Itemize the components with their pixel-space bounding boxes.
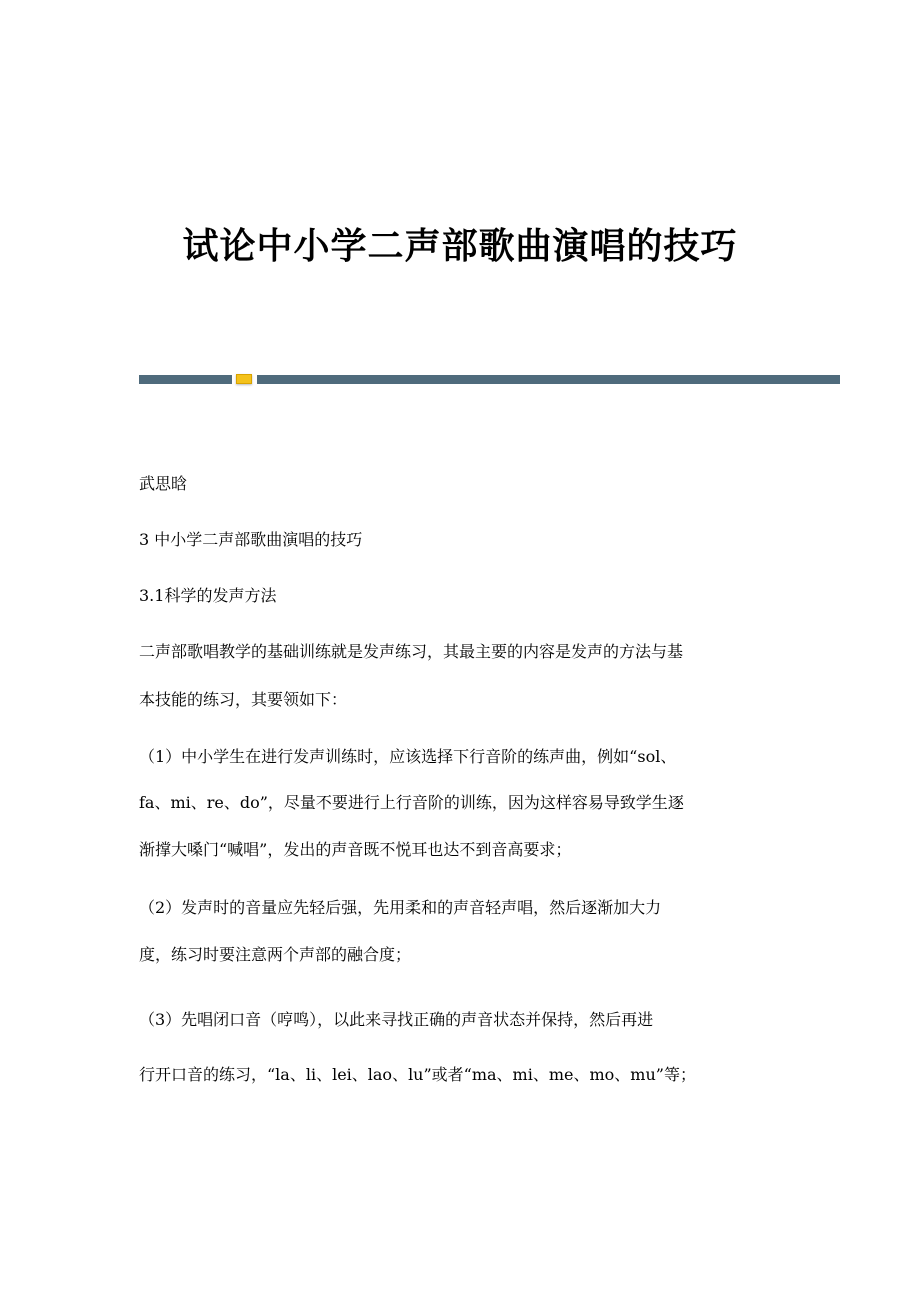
paragraph-line: 本技能的练习，其要领如下：	[139, 690, 348, 709]
paragraph-line: 度，练习时要注意两个声部的融合度；	[139, 945, 412, 964]
paragraph-line: 二声部歌唱教学的基础训练就是发声练习，其最主要的内容是发声的方法与基	[139, 642, 684, 661]
paragraph-line: （2）发声时的音量应先轻后强，先用柔和的声音轻声唱，然后逐渐加大力	[139, 898, 662, 917]
document-title: 试论中小学二声部歌曲演唱的技巧	[182, 225, 738, 267]
paragraph-line: （1）中小学生在进行发声训练时，应该选择下行音阶的练声曲，例如“sol、	[139, 747, 677, 766]
paragraph-line: 行开口音的练习，“la、li、lei、lao、lu”或者“ma、mi、me、mo、mu”等；	[139, 1065, 696, 1084]
paragraph-line: fa、mi、re、do”，尽量不要进行上行音阶的训练，因为这样容易导致学生逐	[139, 793, 684, 812]
divider-right	[257, 375, 840, 384]
divider-left	[139, 375, 232, 384]
divider-ornament-icon	[236, 374, 252, 384]
subsection-heading: 3.1科学的发声方法	[139, 586, 277, 605]
paragraph-line: （3）先唱闭口音（哼鸣），以此来寻找正确的声音状态并保持，然后再进	[139, 1010, 654, 1029]
author: 武思晗	[139, 474, 188, 493]
section-heading: 3 中小学二声部歌曲演唱的技巧	[139, 530, 363, 549]
paragraph-line: 渐撑大嗓门“喊唱”，发出的声音既不悦耳也达不到音高要求；	[139, 840, 572, 859]
